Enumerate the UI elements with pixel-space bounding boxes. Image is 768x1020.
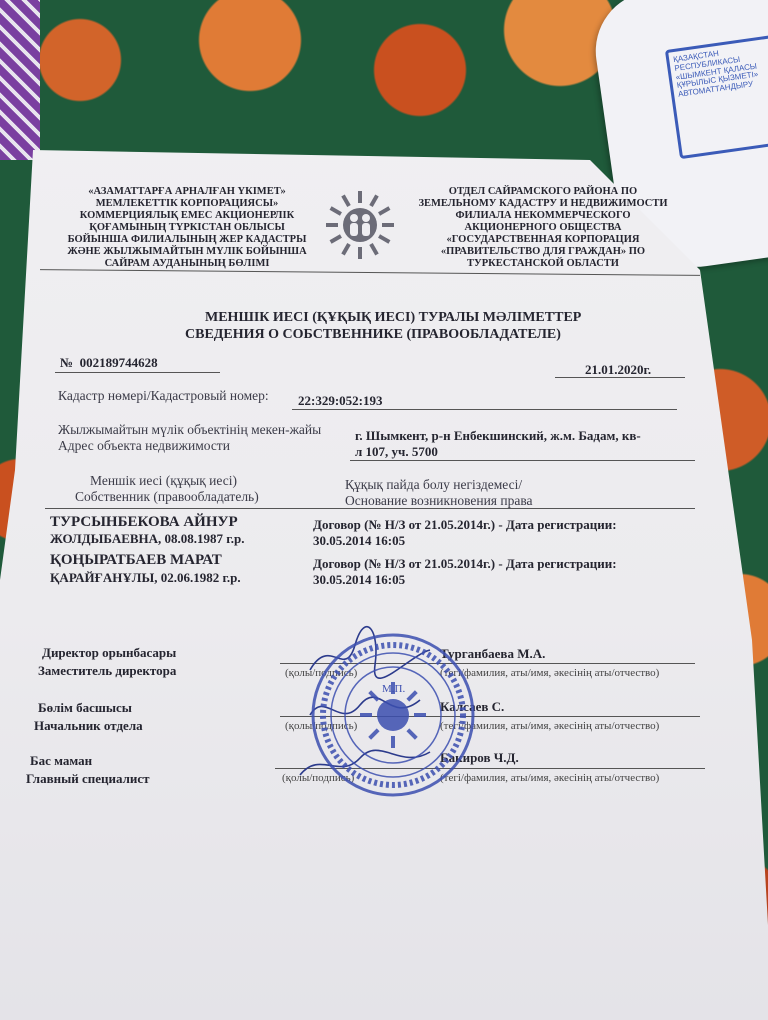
basis-2-line-2: 30.05.2014 16:05: [313, 572, 406, 587]
doc-number-value: 002189744628: [79, 355, 158, 370]
number-underline: [55, 372, 220, 373]
cadastral-number: 22:329:052:193: [298, 393, 383, 408]
cadastral-label: Кадастр нөмері/Кадастровый номер:: [58, 388, 269, 403]
cadastral-underline: [292, 409, 677, 410]
header-ru: ОТДЕЛ САЙРАМСКОГО РАЙОНА ПО ЗЕМЕЛЬНОМУ КАДАСТРУ И НЕДВИЖИМОСТИ ФИЛИАЛА НЕКОММЕРЧЕСКОГО АКЦИОНЕРНОГО ОБЩЕСТВА «ГОСУДАРСТВЕННАЯ КОРПОРАЦИЯ «ПРАВИТЕЛЬСТВО ДЛЯ ГРАЖДАН» ПО ТУРКЕСТАНСКОЙ ОБЛАСТИ: [418, 186, 668, 269]
date-underline: [555, 377, 685, 378]
signer-2-role-kz: Бөлім басшысы: [38, 700, 132, 715]
basis-1-line-1: Договор (№ Н/З от 21.05.2014г.) - Дата регистрации:: [313, 517, 617, 532]
owner-col-header-ru: Собственник (правообладатель): [75, 489, 259, 504]
basis-col-header-kz: Құқық пайда болу негіздемесі/: [345, 477, 523, 492]
signer-3-name: Бакиров Ч.Д.: [440, 750, 519, 765]
owner-2-line-1: ҚОҢЫРАТБАЕВ МАРАТ: [50, 552, 222, 568]
signer-1-role-ru: Заместитель директора: [38, 663, 177, 678]
owner-1-line-1: ТУРСЫНБЕКОВА АЙНУР: [50, 514, 238, 530]
doc-date: 21.01.2020г.: [585, 362, 652, 377]
header-divider: [40, 269, 700, 276]
address-line-2: л 107, уч. 5700: [355, 444, 438, 459]
signer-3-name-hint: (тегі/фамилия, аты/имя, әкесінің аты/отчество): [440, 772, 660, 784]
address-label-kz: Жылжымайтын мүлік объектінің мекен-жайы: [58, 422, 322, 437]
basis-1-line-2: 30.05.2014 16:05: [313, 533, 406, 548]
signer-1-name: Турганбаева М.А.: [440, 646, 546, 661]
signer-3-role-kz: Бас маман: [30, 753, 93, 768]
owner-1-line-2: ЖОЛДЫБАЕВНА, 08.08.1987 г.р.: [50, 531, 245, 546]
address-label-ru: Адрес объекта недвижимости: [58, 438, 230, 453]
title-ru: СВЕДЕНИЯ О СОБСТВЕННИКЕ (ПРАВООБЛАДАТЕЛЕ): [185, 327, 561, 342]
address-underline: [350, 460, 695, 461]
sun-people-logo: [320, 185, 400, 265]
signer-1-sign-hint: (қолы/подпись): [285, 667, 358, 679]
round-seal: [308, 630, 478, 800]
basis-2-line-1: Договор (№ Н/З от 21.05.2014г.) - Дата регистрации:: [313, 556, 617, 571]
signer-2-name: Калсаев С.: [440, 699, 505, 714]
seal-mp-text: М.П.: [382, 683, 406, 695]
owner-2-line-2: ҚАРАЙҒАНҰЛЫ, 02.06.1982 г.р.: [50, 570, 241, 585]
doc-number-prefix: №: [60, 355, 74, 370]
signer-1-name-hint: (тегі/фамилия, аты/имя, әкесінің аты/отчество): [440, 667, 660, 679]
signer-3-role-ru: Главный специалист: [26, 771, 150, 786]
signer-1-role-kz: Директор орынбасары: [42, 645, 177, 660]
corner-stamp-text: ҚАЗАҚСТАН РЕСПУБЛИКАСЫ «ШЫМКЕНТ ҚАЛАСЫ ҚҰРЫЛЫС ҚЫЗМЕТІ» АВТОМАТТАНДЫРУ: [672, 48, 759, 99]
basis-col-header-ru: Основание возникновения права: [345, 493, 533, 508]
doc-number: [60, 355, 158, 371]
table-header-divider: [45, 508, 695, 509]
header-kz: «АЗАМАТТАРҒА АРНАЛҒАН ҮКІМЕТ» МЕМЛЕКЕТТІК КОРПОРАЦИЯСЫ» КОММЕРЦИЯЛЫҚ ЕМЕС АКЦИОНЕРЛІК ҚОҒАМЫНЫҢ ТҮРКІСТАН ОБЛЫСЫ БОЙЫНША ФИЛИАЛЫНЫҢ ЖЕР КАДАСТРЫ ЖӘНЕ ЖЫЛЖЫМАЙТЫН МҮЛІК БОЙЫНША САЙРАМ АУДАНЫНЫҢ БӨЛІМІ: [67, 186, 307, 269]
signer-3-sign-hint: (қолы/подпись): [282, 772, 355, 784]
title-kz: МЕНШІК ИЕСІ (ҚҰҚЫҚ ИЕСІ) ТУРАЛЫ МӘЛІМЕТТЕР: [205, 310, 582, 325]
owner-col-header-kz: Меншік иесі (құқық иесі): [90, 473, 237, 488]
address-line-1: г. Шымкент, р-н Енбекшинский, ж.м. Бадам, кв-: [355, 428, 641, 443]
signer-2-name-hint: (тегі/фамилия, аты/имя, әкесінің аты/отчество): [440, 720, 660, 732]
signer-2-role-ru: Начальник отдела: [34, 718, 143, 733]
signer-2-sign-hint: (қолы/подпись): [285, 720, 358, 732]
